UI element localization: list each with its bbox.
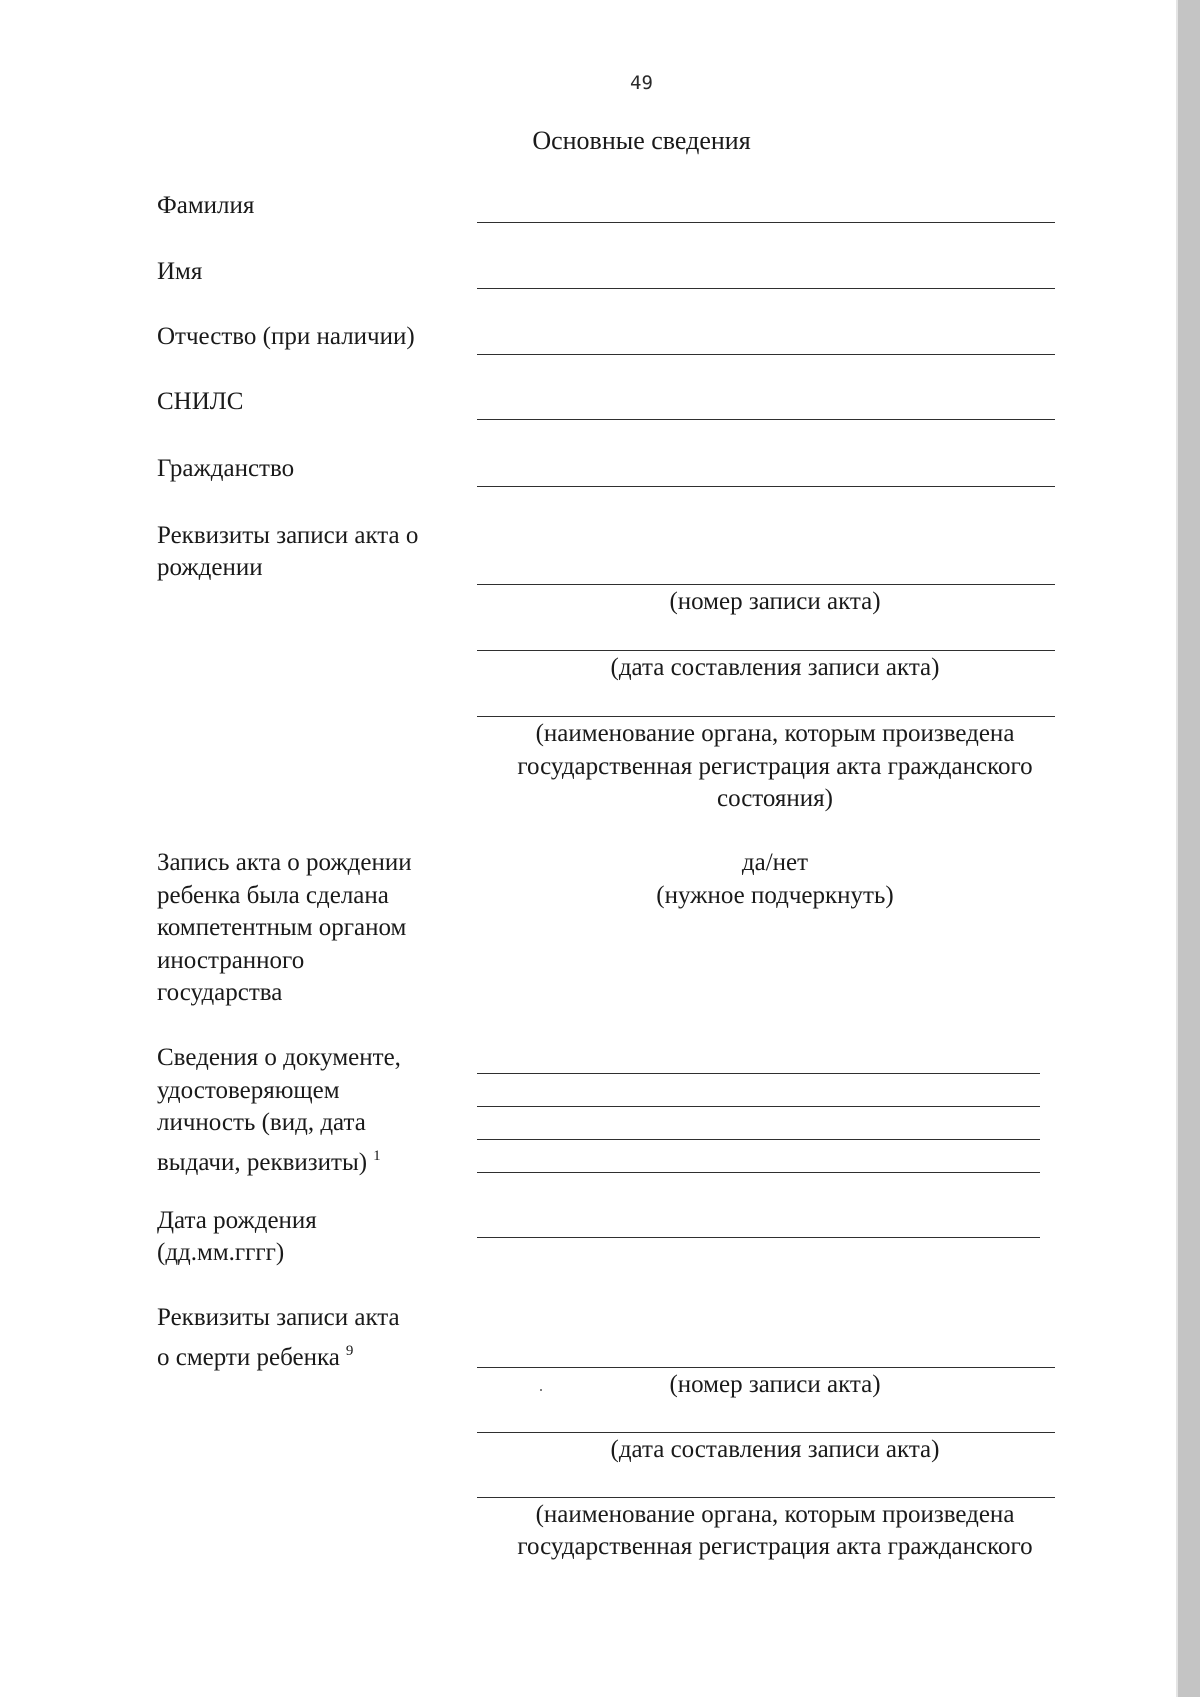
snils-label: СНИЛС xyxy=(157,388,244,415)
birth-record-authority-caption: государственная регистрация акта гражданского xyxy=(517,753,1033,780)
death-record-date-caption: (дата составления записи акта) xyxy=(610,1436,940,1463)
death-record-authority-field[interactable] xyxy=(477,1497,1055,1498)
birth-date-format-label: (дд.мм.гггг) xyxy=(157,1239,285,1266)
identity-document-label-line: удостоверяющем xyxy=(157,1077,340,1104)
birth-record-authority-caption: (наименование органа, которым произведена xyxy=(535,720,1015,747)
identity-document-field-line[interactable] xyxy=(477,1172,1040,1173)
foreign-record-label-line: компетентным органом xyxy=(157,914,407,941)
identity-document-label-line: Сведения о документе, xyxy=(157,1044,401,1071)
foreign-record-label-line: Запись акта о рождении xyxy=(157,849,412,876)
snils-field[interactable] xyxy=(477,419,1055,420)
death-record-label-text: о смерти ребенка xyxy=(157,1344,340,1371)
birth-record-label-line: Реквизиты записи акта о xyxy=(157,522,419,549)
foreign-record-label-line: иностранного xyxy=(157,947,305,974)
first-name-label: Имя xyxy=(157,258,203,285)
patronymic-label: Отчество (при наличии) xyxy=(157,323,415,350)
identity-document-label-text: выдачи, реквизиты) xyxy=(157,1149,368,1176)
death-record-number-field[interactable] xyxy=(477,1367,1055,1368)
identity-document-field-line[interactable] xyxy=(477,1073,1040,1074)
citizenship-label: Гражданство xyxy=(157,455,295,482)
footnote-marker: 9 xyxy=(345,1343,354,1359)
death-record-authority-caption: (наименование органа, которым произведена xyxy=(535,1501,1015,1528)
death-record-label-line xyxy=(157,1335,455,1374)
birth-date-label-line: Дата рождения xyxy=(157,1207,317,1234)
page-title: Основные сведения xyxy=(532,126,751,155)
surname-label: Фамилия xyxy=(157,192,255,219)
foreign-record-label-line: ребенка была сделана xyxy=(157,882,389,909)
death-record-number-caption: (номер записи акта) xyxy=(669,1371,881,1398)
birth-record-authority-field[interactable] xyxy=(477,716,1055,717)
surname-field[interactable] xyxy=(477,222,1055,223)
footnote-marker: 1 xyxy=(373,1148,381,1164)
birth-date-field[interactable] xyxy=(477,1237,1040,1238)
identity-document-field-line[interactable] xyxy=(477,1106,1040,1107)
death-record-date-field[interactable] xyxy=(477,1432,1055,1433)
underline-hint: (нужное подчеркнуть) xyxy=(656,882,894,909)
identity-document-label-line xyxy=(157,1140,455,1179)
death-record-authority-caption: государственная регистрация акта гражданского xyxy=(517,1533,1033,1560)
page-number: 49 xyxy=(630,72,653,94)
birth-record-date-caption: (дата составления записи акта) xyxy=(610,654,940,681)
birth-record-label-line: рождении xyxy=(157,554,263,581)
first-name-field[interactable] xyxy=(477,288,1055,289)
citizenship-field[interactable] xyxy=(477,486,1055,487)
scan-speck xyxy=(540,1389,542,1391)
death-record-label-line: Реквизиты записи акта xyxy=(157,1304,400,1331)
patronymic-field[interactable] xyxy=(477,354,1055,355)
birth-record-number-caption: (номер записи акта) xyxy=(669,588,881,615)
identity-document-field-line[interactable] xyxy=(477,1139,1040,1140)
foreign-record-label-line: государства xyxy=(157,979,283,1006)
identity-document-label-line: личность (вид, дата xyxy=(157,1109,366,1136)
birth-record-number-field[interactable] xyxy=(477,584,1055,585)
birth-record-authority-caption: состояния) xyxy=(716,785,833,812)
yes-no-choice[interactable]: да/нет xyxy=(741,849,809,876)
birth-record-date-field[interactable] xyxy=(477,650,1055,651)
scan-edge xyxy=(1178,0,1200,1697)
